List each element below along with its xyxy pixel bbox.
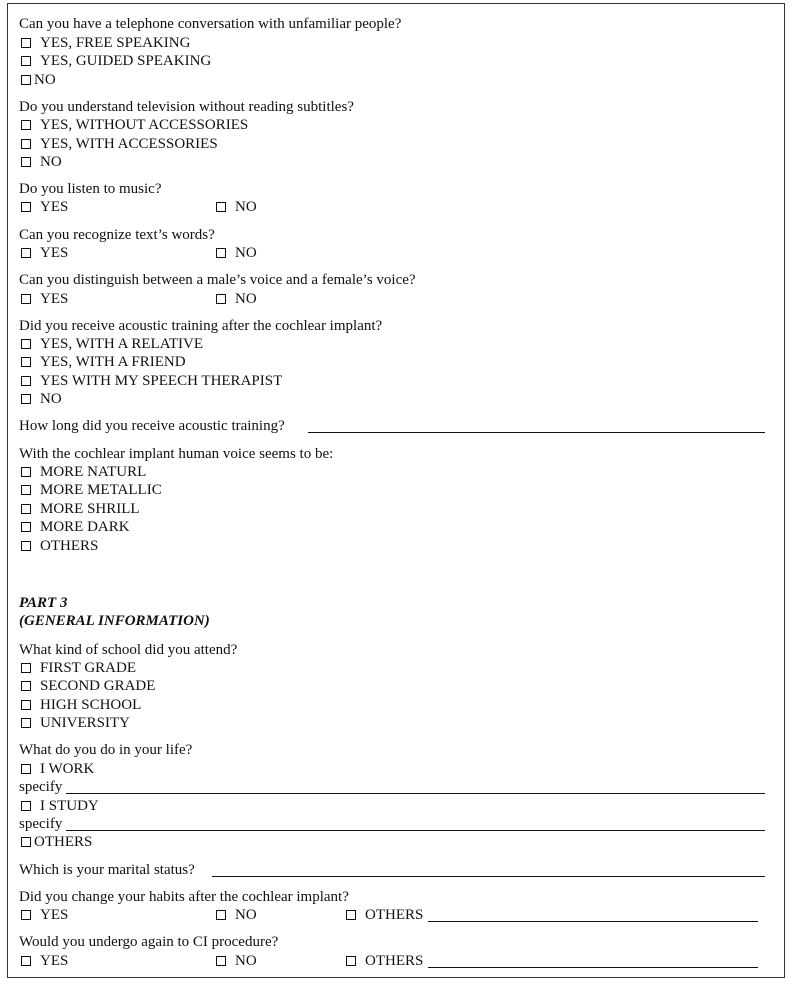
checkbox[interactable] [21, 120, 31, 130]
option-more-dark[interactable] [21, 518, 130, 536]
checkbox[interactable] [21, 376, 31, 386]
option-label: YES [40, 953, 69, 969]
option-no[interactable] [216, 906, 257, 924]
option-label: NO [40, 391, 62, 407]
option-label: UNIVERSITY [40, 715, 130, 731]
question-acoustic-training: Did you receive acoustic training after the cochlear implant? [19, 318, 383, 334]
option-more-metallic[interactable] [21, 481, 162, 499]
option-no[interactable] [21, 390, 62, 408]
option-no[interactable] [216, 290, 257, 308]
option-second-grade[interactable] [21, 677, 155, 695]
question-television: Do you understand television without reading subtitles? [19, 99, 354, 115]
option-with-relative[interactable] [21, 335, 203, 353]
checkbox[interactable] [21, 663, 31, 673]
option-free-speaking[interactable] [21, 34, 190, 52]
option-label: NO [34, 72, 56, 88]
option-label: NO [235, 291, 257, 307]
checkbox[interactable] [21, 681, 31, 691]
option-study[interactable] [21, 797, 99, 815]
question-ci-again: Would you undergo again to CI procedure? [19, 934, 279, 950]
option-yes[interactable] [21, 952, 68, 970]
question-training-duration: How long did you receive acoustic training? [19, 418, 285, 434]
part-subtitle: (GENERAL INFORMATION) [19, 613, 210, 629]
option-label: MORE DARK [40, 519, 130, 535]
checkbox[interactable] [21, 157, 31, 167]
checkbox[interactable] [21, 139, 31, 149]
question-telephone: Can you have a telephone conversation with unfamiliar people? [19, 16, 402, 32]
option-label: MORE SHRILL [40, 501, 140, 517]
option-label: HIGH SCHOOL [40, 697, 142, 713]
option-guided-speaking[interactable] [21, 52, 211, 70]
marital-status-field[interactable] [212, 876, 765, 877]
option-first-grade[interactable] [21, 659, 136, 677]
option-more-natural[interactable] [21, 463, 146, 481]
option-no[interactable] [216, 198, 257, 216]
option-label: I STUDY [40, 798, 99, 814]
part-title: PART 3 [19, 595, 68, 611]
option-with-friend[interactable] [21, 353, 186, 371]
option-label: YES WITH MY SPEECH THERAPIST [40, 373, 283, 389]
option-label: OTHERS [365, 953, 424, 969]
checkbox[interactable] [21, 38, 31, 48]
question-voice-distinguish: Can you distinguish between a male’s voice and a female’s voice? [19, 272, 416, 288]
option-label: FIRST GRADE [40, 660, 136, 676]
checkbox[interactable] [21, 718, 31, 728]
checkbox[interactable] [21, 248, 31, 258]
option-label: NO [235, 953, 257, 969]
option-university[interactable] [21, 714, 130, 732]
option-label: MORE METALLIC [40, 482, 162, 498]
option-others[interactable] [346, 952, 423, 970]
question-music: Do you listen to music? [19, 181, 162, 197]
specify-label: specify [19, 816, 63, 832]
option-yes[interactable] [21, 244, 68, 262]
option-label: NO [235, 907, 257, 923]
work-specify-field[interactable] [66, 793, 765, 794]
checkbox[interactable] [21, 467, 31, 477]
option-label: SECOND GRADE [40, 678, 156, 694]
option-yes[interactable] [21, 290, 68, 308]
option-label: NO [235, 199, 257, 215]
option-label: YES, WITHOUT ACCESSORIES [40, 117, 249, 133]
checkbox[interactable] [346, 910, 356, 920]
checkbox[interactable] [216, 956, 226, 966]
option-more-shrill[interactable] [21, 500, 140, 518]
option-label: YES [40, 245, 69, 261]
option-label: YES [40, 291, 69, 307]
option-label: YES [40, 199, 69, 215]
checkbox[interactable] [21, 485, 31, 495]
checkbox[interactable] [21, 75, 31, 85]
option-others[interactable] [21, 537, 98, 555]
option-label: YES, WITH ACCESSORIES [40, 136, 218, 152]
checkbox[interactable] [346, 956, 356, 966]
study-specify-field[interactable] [66, 830, 765, 831]
option-without-accessories[interactable] [21, 116, 248, 134]
ci-others-field[interactable] [428, 967, 758, 968]
option-label: YES [40, 907, 69, 923]
question-marital-status: Which is your marital status? [19, 862, 195, 878]
habits-others-field[interactable] [428, 921, 758, 922]
option-others[interactable] [21, 833, 92, 851]
question-text-words: Can you recognize text’s words? [19, 227, 215, 243]
option-label: MORE NATURL [40, 464, 147, 480]
option-high-school[interactable] [21, 696, 141, 714]
option-label: NO [235, 245, 257, 261]
option-others[interactable] [346, 906, 423, 924]
checkbox[interactable] [21, 504, 31, 514]
option-label: I WORK [40, 761, 95, 777]
option-work[interactable] [21, 760, 94, 778]
option-yes[interactable] [21, 906, 68, 924]
option-label: YES, WITH A RELATIVE [40, 336, 204, 352]
specify-label: specify [19, 779, 63, 795]
checkbox[interactable] [21, 801, 31, 811]
checkbox[interactable] [216, 294, 226, 304]
checkbox[interactable] [21, 56, 31, 66]
option-no[interactable] [21, 153, 62, 171]
option-label: NO [40, 154, 62, 170]
checkbox[interactable] [21, 522, 31, 532]
checkbox[interactable] [216, 248, 226, 258]
checkbox[interactable] [21, 700, 31, 710]
checkbox[interactable] [21, 837, 31, 847]
question-habits: Did you change your habits after the cochlear implant? [19, 889, 349, 905]
option-label: OTHERS [34, 834, 93, 850]
checkbox[interactable] [21, 956, 31, 966]
question-occupation: What do you do in your life? [19, 742, 193, 758]
training-duration-field[interactable] [308, 432, 765, 433]
option-label: OTHERS [40, 538, 99, 554]
option-speech-therapist[interactable] [21, 372, 282, 390]
checkbox[interactable] [21, 541, 31, 551]
option-with-accessories[interactable] [21, 135, 218, 153]
option-no[interactable] [216, 244, 257, 262]
option-label: YES, GUIDED SPEAKING [40, 53, 212, 69]
option-yes[interactable] [21, 198, 68, 216]
checkbox[interactable] [21, 339, 31, 349]
option-label: YES, WITH A FRIEND [40, 354, 186, 370]
checkbox[interactable] [21, 357, 31, 367]
option-no[interactable] [216, 952, 257, 970]
option-no[interactable] [21, 71, 56, 89]
question-school: What kind of school did you attend? [19, 642, 238, 658]
checkbox[interactable] [216, 202, 226, 212]
checkbox[interactable] [216, 910, 226, 920]
checkbox[interactable] [21, 910, 31, 920]
checkbox[interactable] [21, 202, 31, 212]
checkbox[interactable] [21, 294, 31, 304]
checkbox[interactable] [21, 394, 31, 404]
checkbox[interactable] [21, 764, 31, 774]
question-voice-perception: With the cochlear implant human voice seems to be: [19, 446, 334, 462]
option-label: OTHERS [365, 907, 424, 923]
option-label: YES, FREE SPEAKING [40, 35, 191, 51]
